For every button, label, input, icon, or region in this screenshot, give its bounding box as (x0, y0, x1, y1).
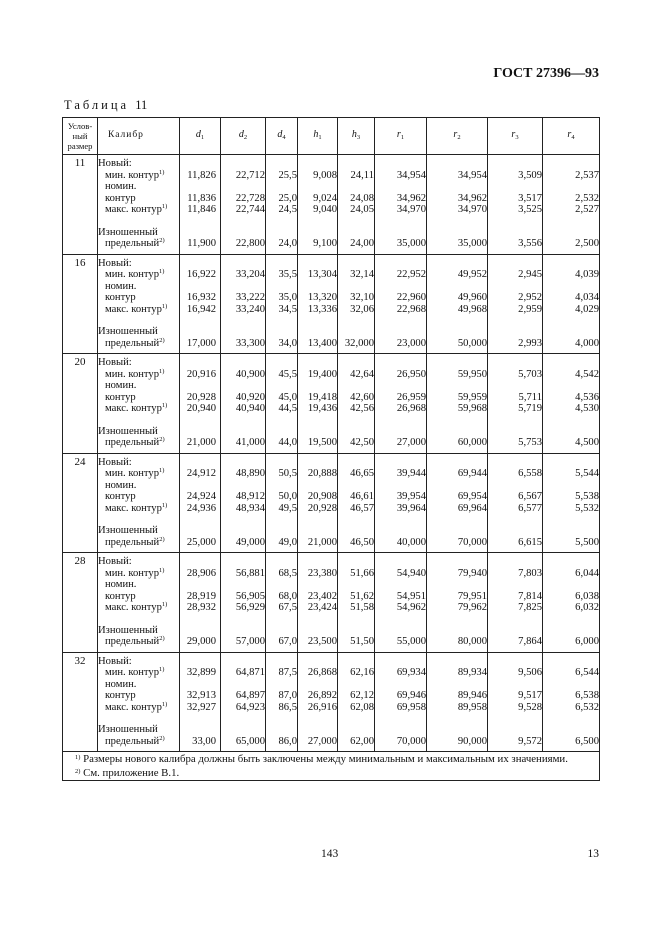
value-cell: 35,000 (427, 227, 488, 255)
value-cell: 26,868 26,892 26,916 (298, 652, 338, 724)
value-cell: 35,5 35,0 34,5 (266, 254, 298, 326)
table-row (63, 155, 600, 227)
value-cell: 21,000 (180, 426, 221, 454)
value-cell: 2,993 (488, 326, 543, 354)
header-r1: $r_1$ (375, 118, 427, 155)
table-caption (64, 98, 147, 113)
value-cell: 64,871 64,897 64,923 (221, 652, 266, 724)
value-cell: 23,380 23,402 23,424 (298, 553, 338, 625)
value-cell: 57,000 (221, 625, 266, 653)
value-cell: 69,944 69,954 69,964 (427, 453, 488, 525)
table-row (63, 254, 600, 326)
value-cell: 56,881 56,905 56,929 (221, 553, 266, 625)
value-cell: 29,000 (180, 625, 221, 653)
size-cell: 11 (63, 155, 98, 255)
size-cell: 20 (63, 354, 98, 454)
table-row (63, 525, 600, 553)
caliber-new-cell: Новый: мин. контур$^{1)}$ номин. контур макс. контур$^{1)}$ (98, 553, 180, 625)
value-cell: 25,000 (180, 525, 221, 553)
value-cell: 59,950 59,959 59,968 (427, 354, 488, 426)
caliber-worn-cell: Изношенный предельный$^{2)}$ (98, 326, 180, 354)
header-h1: $h_1$ (298, 118, 338, 155)
value-cell: 70,000 (427, 525, 488, 553)
value-cell: 28,906 28,919 28,932 (180, 553, 221, 625)
table-caption-number: 11 (135, 98, 148, 112)
value-cell: 6,544 6,538 6,532 (543, 652, 600, 724)
value-cell: 32,899 32,913 32,927 (180, 652, 221, 724)
value-cell: 79,940 79,951 79,962 (427, 553, 488, 625)
value-cell: 9,100 (298, 227, 338, 255)
page-number-right: 13 (587, 848, 599, 860)
value-cell: 35,000 (375, 227, 427, 255)
value-cell: 90,000 (427, 724, 488, 752)
value-cell: 21,000 (298, 525, 338, 553)
value-cell: 80,000 (427, 625, 488, 653)
table-row (63, 453, 600, 525)
value-cell: 11,900 (180, 227, 221, 255)
value-cell: 17,000 (180, 326, 221, 354)
value-cell: 6,044 6,038 6,032 (543, 553, 600, 625)
value-cell: 65,000 (221, 724, 266, 752)
value-cell: 49,0 (266, 525, 298, 553)
value-cell: 40,900 40,920 40,940 (221, 354, 266, 426)
value-cell: 3,556 (488, 227, 543, 255)
value-cell: 26,950 26,959 26,968 (375, 354, 427, 426)
value-cell: 9,572 (488, 724, 543, 752)
value-cell: 44,0 (266, 426, 298, 454)
value-cell: 5,544 5,538 5,532 (543, 453, 600, 525)
caliber-new-cell: Новый: мин. контур$^{1)}$ номин. контур макс. контур$^{1)}$ (98, 354, 180, 426)
value-cell: 6,558 6,567 6,577 (488, 453, 543, 525)
footnotes (63, 752, 600, 781)
value-cell: 11,826 11,836 11,846 (180, 155, 221, 227)
header-r3: $r_3$ (488, 118, 543, 155)
value-cell: 27,000 (375, 426, 427, 454)
caliber-worn-cell: Изношенный предельный$^{2)}$ (98, 724, 180, 752)
value-cell: 27,000 (298, 724, 338, 752)
value-cell: 34,0 (266, 326, 298, 354)
table-header-row (63, 118, 600, 155)
value-cell: 24,00 (338, 227, 375, 255)
value-cell: 22,800 (221, 227, 266, 255)
value-cell: 68,5 68,0 67,5 (266, 553, 298, 625)
value-cell: 20,916 20,928 20,940 (180, 354, 221, 426)
caliber-worn-cell: Изношенный предельный$^{2)}$ (98, 426, 180, 454)
value-cell: 9,008 9,024 9,040 (298, 155, 338, 227)
table-row (63, 625, 600, 653)
value-cell: 24,11 24,08 24,05 (338, 155, 375, 227)
value-cell: 86,0 (266, 724, 298, 752)
value-cell: 69,934 69,946 69,958 (375, 652, 427, 724)
value-cell: 54,940 54,951 54,962 (375, 553, 427, 625)
table-row (63, 724, 600, 752)
standard-designation: ГОСТ 27396—93 (493, 66, 599, 81)
value-cell: 19,400 19,418 19,436 (298, 354, 338, 426)
header-r2: $r_2$ (427, 118, 488, 155)
value-cell: 24,0 (266, 227, 298, 255)
value-cell: 46,50 (338, 525, 375, 553)
value-cell: 42,50 (338, 426, 375, 454)
value-cell: 13,400 (298, 326, 338, 354)
size-cell: 16 (63, 254, 98, 354)
value-cell: 33,00 (180, 724, 221, 752)
header-d1: $d_1$ (180, 118, 221, 155)
value-cell: 34,954 34,962 34,970 (427, 155, 488, 227)
value-cell: 4,039 4,034 4,029 (543, 254, 600, 326)
value-cell: 22,952 22,960 22,968 (375, 254, 427, 326)
value-cell: 32,000 (338, 326, 375, 354)
value-cell: 55,000 (375, 625, 427, 653)
value-cell: 70,000 (375, 724, 427, 752)
caliber-new-cell: Новый: мин. контур$^{1)}$ номин. контур макс. контур$^{1)}$ (98, 652, 180, 724)
value-cell: 5,500 (543, 525, 600, 553)
value-cell: 39,944 39,954 39,964 (375, 453, 427, 525)
value-cell: 9,506 9,517 9,528 (488, 652, 543, 724)
table-caption-label: Таблица (64, 98, 130, 112)
table-row (63, 354, 600, 426)
table-row (63, 326, 600, 354)
value-cell: 50,000 (427, 326, 488, 354)
calibers-table (62, 117, 600, 781)
value-cell: 4,000 (543, 326, 600, 354)
caliber-new-cell: Новый: мин. контур$^{1)}$ номин. контур макс. контур$^{1)}$ (98, 254, 180, 326)
value-cell: 2,500 (543, 227, 600, 255)
value-cell: 6,000 (543, 625, 600, 653)
value-cell: 87,5 87,0 86,5 (266, 652, 298, 724)
value-cell: 45,5 45,0 44,5 (266, 354, 298, 426)
value-cell: 6,615 (488, 525, 543, 553)
value-cell: 4,542 4,536 4,530 (543, 354, 600, 426)
value-cell: 7,864 (488, 625, 543, 653)
header-caliber: Калибр (98, 118, 180, 155)
size-cell: 24 (63, 453, 98, 553)
value-cell: 23,500 (298, 625, 338, 653)
table-row (63, 227, 600, 255)
value-cell: 3,509 3,517 3,525 (488, 155, 543, 227)
value-cell: 40,000 (375, 525, 427, 553)
value-cell: 32,14 32,10 32,06 (338, 254, 375, 326)
value-cell: 41,000 (221, 426, 266, 454)
value-cell: 6,500 (543, 724, 600, 752)
footnote-2: $^{2)}$ См. приложение В.1. (75, 767, 180, 779)
value-cell: 49,952 49,960 49,968 (427, 254, 488, 326)
value-cell: 24,912 24,924 24,936 (180, 453, 221, 525)
value-cell: 4,500 (543, 426, 600, 454)
value-cell: 33,300 (221, 326, 266, 354)
value-cell: 7,803 7,814 7,825 (488, 553, 543, 625)
caliber-worn-cell: Изношенный предельный$^{2)}$ (98, 525, 180, 553)
value-cell: 46,65 46,61 46,57 (338, 453, 375, 525)
header-r4: $r_4$ (543, 118, 600, 155)
value-cell: 89,934 89,946 89,958 (427, 652, 488, 724)
value-cell: 62,16 62,12 62,08 (338, 652, 375, 724)
header-d4: $d_4$ (266, 118, 298, 155)
value-cell: 2,945 2,952 2,959 (488, 254, 543, 326)
caliber-worn-cell: Изношенный предельный$^{2)}$ (98, 227, 180, 255)
header-d2: $d_2$ (221, 118, 266, 155)
footnote-1: $^{1)}$ Размеры нового калибра должны быть заключены между минимальным и максимальным их значениями. (75, 753, 568, 765)
value-cell: 16,922 16,932 16,942 (180, 254, 221, 326)
value-cell: 5,753 (488, 426, 543, 454)
value-cell: 25,5 25,0 24,5 (266, 155, 298, 227)
value-cell: 51,50 (338, 625, 375, 653)
caliber-new-cell: Новый: мин. контур$^{1)}$ номин. контур макс. контур$^{1)}$ (98, 453, 180, 525)
table-row (63, 553, 600, 625)
value-cell: 2,537 2,532 2,527 (543, 155, 600, 227)
value-cell: 5,703 5,711 5,719 (488, 354, 543, 426)
header-size: Услов- ный размер (63, 118, 98, 155)
caliber-new-cell: Новый: мин. контур$^{1)}$ номин. контур макс. контур$^{1)}$ (98, 155, 180, 227)
value-cell: 33,204 33,222 33,240 (221, 254, 266, 326)
size-cell: 28 (63, 553, 98, 653)
value-cell: 13,304 13,320 13,336 (298, 254, 338, 326)
value-cell: 42,64 42,60 42,56 (338, 354, 375, 426)
value-cell: 50,5 50,0 49,5 (266, 453, 298, 525)
value-cell: 62,00 (338, 724, 375, 752)
value-cell: 51,66 51,62 51,58 (338, 553, 375, 625)
table-body (63, 155, 600, 752)
page-number-center: 143 (321, 848, 339, 860)
value-cell: 48,890 48,912 48,934 (221, 453, 266, 525)
size-cell: 32 (63, 652, 98, 752)
header-h3: $h_3$ (338, 118, 375, 155)
value-cell: 49,000 (221, 525, 266, 553)
table-row (63, 426, 600, 454)
value-cell: 19,500 (298, 426, 338, 454)
table-row (63, 652, 600, 724)
value-cell: 22,712 22,728 22,744 (221, 155, 266, 227)
value-cell: 34,954 34,962 34,970 (375, 155, 427, 227)
value-cell: 23,000 (375, 326, 427, 354)
caliber-worn-cell: Изношенный предельный$^{2)}$ (98, 625, 180, 653)
value-cell: 20,888 20,908 20,928 (298, 453, 338, 525)
value-cell: 60,000 (427, 426, 488, 454)
footnote-row (63, 752, 600, 781)
value-cell: 67,0 (266, 625, 298, 653)
